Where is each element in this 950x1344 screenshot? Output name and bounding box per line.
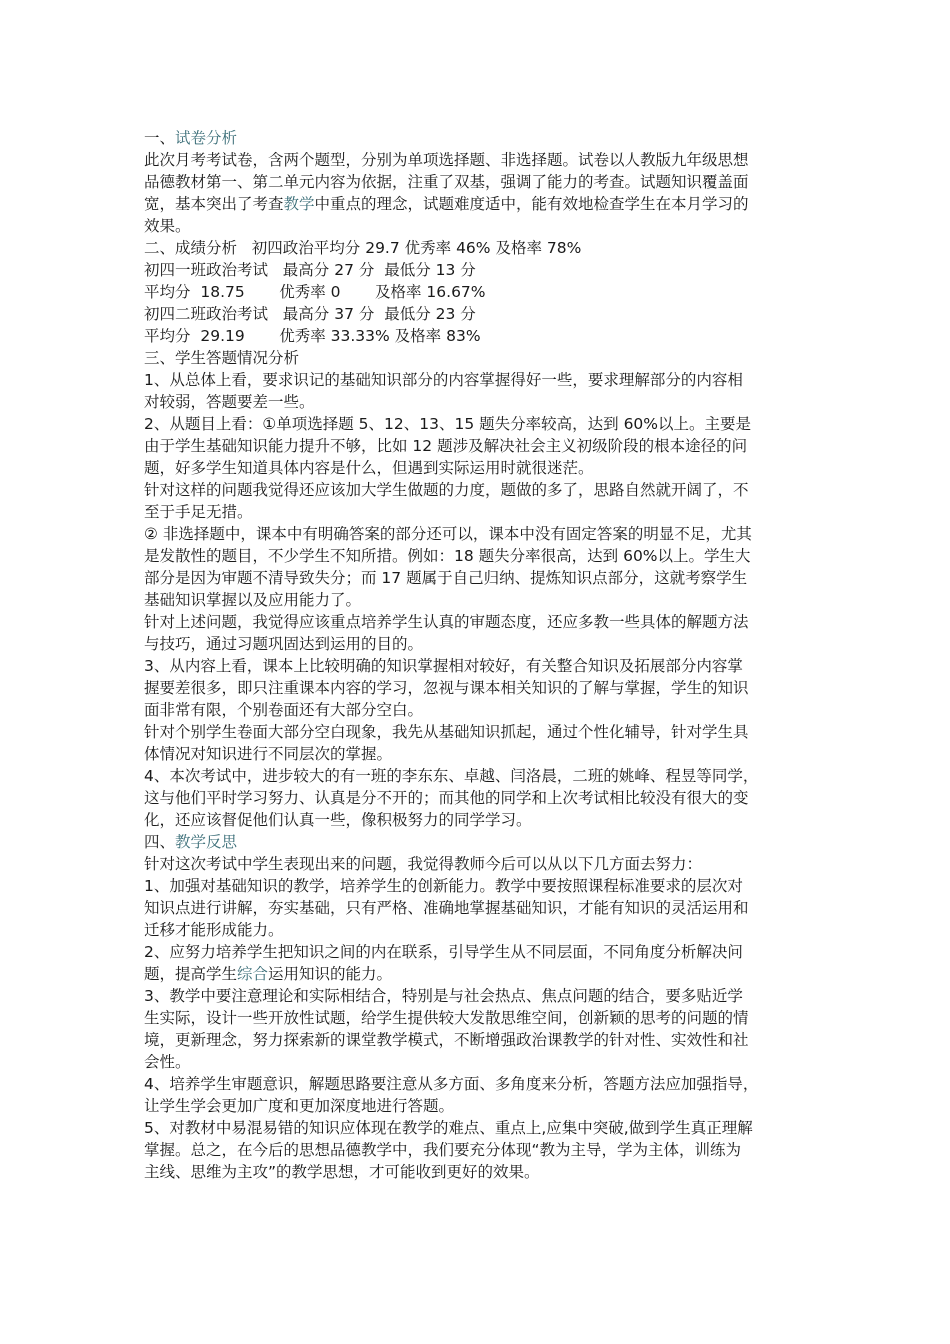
line-text: 四、 [144, 833, 176, 851]
line-text: 掌握。总之，在今后的思想品德教学中，我们要充分体现“教为主导，学为主体，训练为 [144, 1141, 742, 1159]
line-text: 二、成绩分析 初四政治平均分 29.7 优秀率 46% 及格率 78% [144, 239, 582, 257]
line-text: 三、学生答题情况分析 [144, 349, 300, 367]
line-text: 会性。 [144, 1053, 191, 1071]
text-line [144, 237, 806, 259]
text-line [144, 1117, 806, 1139]
line-text: 化，还应该督促他们认真一些，像积极努力的同学学习。 [144, 811, 532, 829]
line-text: 针对这样的问题我觉得还应该加大学生做题的力度，题做的多了，思路自然就开阔了，不 [144, 481, 749, 499]
line-text: 对较弱，答题要差一些。 [144, 393, 315, 411]
line-text: 知识点进行讲解，夯实基础，只有严格、准确地掌握基础知识，才能有知识的灵活运用和 [144, 899, 749, 917]
line-text: 题，提高学生 [144, 965, 238, 983]
inline-link[interactable]: 综合 [237, 965, 269, 983]
text-line [144, 677, 806, 699]
line-text: 3、教学中要注意理论和实际相结合，特别是与社会热点、焦点问题的结合，要多贴近学 [144, 987, 743, 1005]
line-text-tail: 中重点的理念，试题难度适中，能有效地检查学生在本月学习的 [314, 195, 749, 213]
text-line [144, 765, 806, 787]
text-line [144, 523, 806, 545]
line-text: 部分是因为审题不清导致失分；而 17 题属于自己归纳、提炼知识点部分，这就考察学生 [144, 569, 748, 587]
line-text: 至于手足无措。 [144, 503, 253, 521]
inline-link[interactable]: 教学 [283, 195, 315, 213]
line-text: 这与他们平时学习努力、认真是分不开的；而其他的同学和上次考试相比较没有很大的变 [144, 789, 749, 807]
text-line [144, 941, 806, 963]
text-line [144, 611, 806, 633]
text-line [144, 1029, 806, 1051]
text-line [144, 985, 806, 1007]
text-line [144, 281, 806, 303]
line-text: 初四二班政治考试 最高分 37 分 最低分 23 分 [144, 305, 476, 323]
text-line [144, 875, 806, 897]
inline-link[interactable]: 教学反思 [175, 833, 238, 851]
text-line [144, 897, 806, 919]
line-text-tail: 运用知识的能力。 [268, 965, 393, 983]
text-line [144, 1073, 806, 1095]
line-text: 针对个别学生卷面大部分空白现象，我先从基础知识抓起，通过个性化辅导，针对学生具 [144, 723, 749, 741]
text-line [144, 1095, 806, 1117]
text-line [144, 479, 806, 501]
text-line [144, 589, 806, 611]
line-text: 平均分 18.75 优秀率 0 及格率 16.67% [144, 283, 486, 301]
text-line [144, 1139, 806, 1161]
text-line [144, 545, 806, 567]
text-line [144, 127, 806, 149]
text-line [144, 787, 806, 809]
text-line [144, 413, 806, 435]
text-line [144, 325, 806, 347]
line-text: 由于学生基础知识能力提升不够，比如 12 题涉及解决社会主义初级阶段的根本途径的问 [144, 437, 748, 455]
line-text: 品德教材第一、第二单元内容为依据，注重了双基，强调了能力的考查。试题知识覆盖面 [144, 173, 749, 191]
document-body [144, 127, 806, 1183]
line-text: 初四一班政治考试 最高分 27 分 最低分 13 分 [144, 261, 476, 279]
text-line [144, 655, 806, 677]
text-line [144, 501, 806, 523]
text-line [144, 633, 806, 655]
line-text: ② 非选择题中，课本中有明确答案的部分还可以，课本中没有固定答案的明显不足，尤其 [144, 525, 752, 543]
text-line [144, 391, 806, 413]
text-line [144, 369, 806, 391]
text-line [144, 809, 806, 831]
text-line [144, 1051, 806, 1073]
text-line [144, 259, 806, 281]
text-line [144, 149, 806, 171]
text-line [144, 303, 806, 325]
line-text: 面非常有限，个别卷面还有大部分空白。 [144, 701, 424, 719]
text-line [144, 831, 806, 853]
line-text: 主线、思维为主攻”的教学思想，才可能收到更好的效果。 [144, 1163, 540, 1181]
line-text: 题，好多学生知道具体内容是什么，但遇到实际运用时就很迷茫。 [144, 459, 594, 477]
line-text: 3、从内容上看，课本上比较明确的知识掌握相对较好，有关整合知识及拓展部分内容掌 [144, 657, 743, 675]
line-text: 针对这次考试中学生表现出来的问题，我觉得教师今后可以从以下几方面去努力： [144, 855, 703, 873]
line-text: 境，更新理念，努力探索新的课堂教学模式，不断增强政治课教学的针对性、实效性和社 [144, 1031, 749, 1049]
text-line [144, 347, 806, 369]
line-text: 让学生学会更加广度和更加深度地进行答题。 [144, 1097, 455, 1115]
line-text: 是发散性的题目，不少学生不知所措。例如：18 题失分率很高，达到 60%以上。学生大 [144, 547, 751, 565]
line-text: 5、对教材中易混易错的知识应体现在教学的难点、重点上,应集中突破,做到学生真正理解 [144, 1119, 753, 1137]
text-line [144, 1161, 806, 1183]
text-line [144, 721, 806, 743]
line-text: 4、本次考试中，进步较大的有一班的李东东、卓越、闫洛晨，二班的姚峰、程昱等同学， [144, 767, 759, 785]
line-text: 效果。 [144, 217, 191, 235]
line-text: 此次月考考试卷，含两个题型，分别为单项选择题、非选择题。试卷以人教版九年级思想 [144, 151, 749, 169]
text-line [144, 743, 806, 765]
line-text: 2、应努力培养学生把知识之间的内在联系，引导学生从不同层面，不同角度分析解决问 [144, 943, 743, 961]
line-text: 针对上述问题，我觉得应该重点培养学生认真的审题态度，还应多教一些具体的解题方法 [144, 613, 749, 631]
line-text: 基础知识掌握以及应用能力了。 [144, 591, 362, 609]
line-text: 2、从题目上看：①单项选择题 5、12、13、15 题失分率较高，达到 60%以上。主要是 [144, 415, 752, 433]
line-text: 握要差很多，即只注重课本内容的学习，忽视与课本相关知识的了解与掌握，学生的知识 [144, 679, 749, 697]
line-text: 迁移才能形成能力。 [144, 921, 284, 939]
line-text: 1、从总体上看，要求识记的基础知识部分的内容掌握得好一些，要求理解部分的内容相 [144, 371, 743, 389]
line-text: 一、 [144, 129, 176, 147]
text-line [144, 171, 806, 193]
text-line [144, 193, 806, 215]
text-line [144, 567, 806, 589]
inline-link[interactable]: 试卷分析 [175, 129, 238, 147]
text-line [144, 215, 806, 237]
text-line [144, 699, 806, 721]
line-text: 生实际，设计一些开放性试题，给学生提供较大发散思维空间，创新颖的思考的问题的情 [144, 1009, 749, 1027]
line-text: 宽，基本突出了考查 [144, 195, 284, 213]
line-text: 平均分 29.19 优秀率 33.33% 及格率 83% [144, 327, 481, 345]
text-line [144, 853, 806, 875]
line-text: 1、加强对基础知识的教学，培养学生的创新能力。教学中要按照课程标准要求的层次对 [144, 877, 743, 895]
line-text: 与技巧，通过习题巩固达到运用的目的。 [144, 635, 424, 653]
text-line [144, 435, 806, 457]
line-text: 4、培养学生审题意识，解题思路要注意从多方面、多角度来分析，答题方法应加强指导， [144, 1075, 759, 1093]
line-text: 体情况对知识进行不同层次的掌握。 [144, 745, 393, 763]
text-line [144, 1007, 806, 1029]
text-line [144, 963, 806, 985]
text-line [144, 457, 806, 479]
text-line [144, 919, 806, 941]
